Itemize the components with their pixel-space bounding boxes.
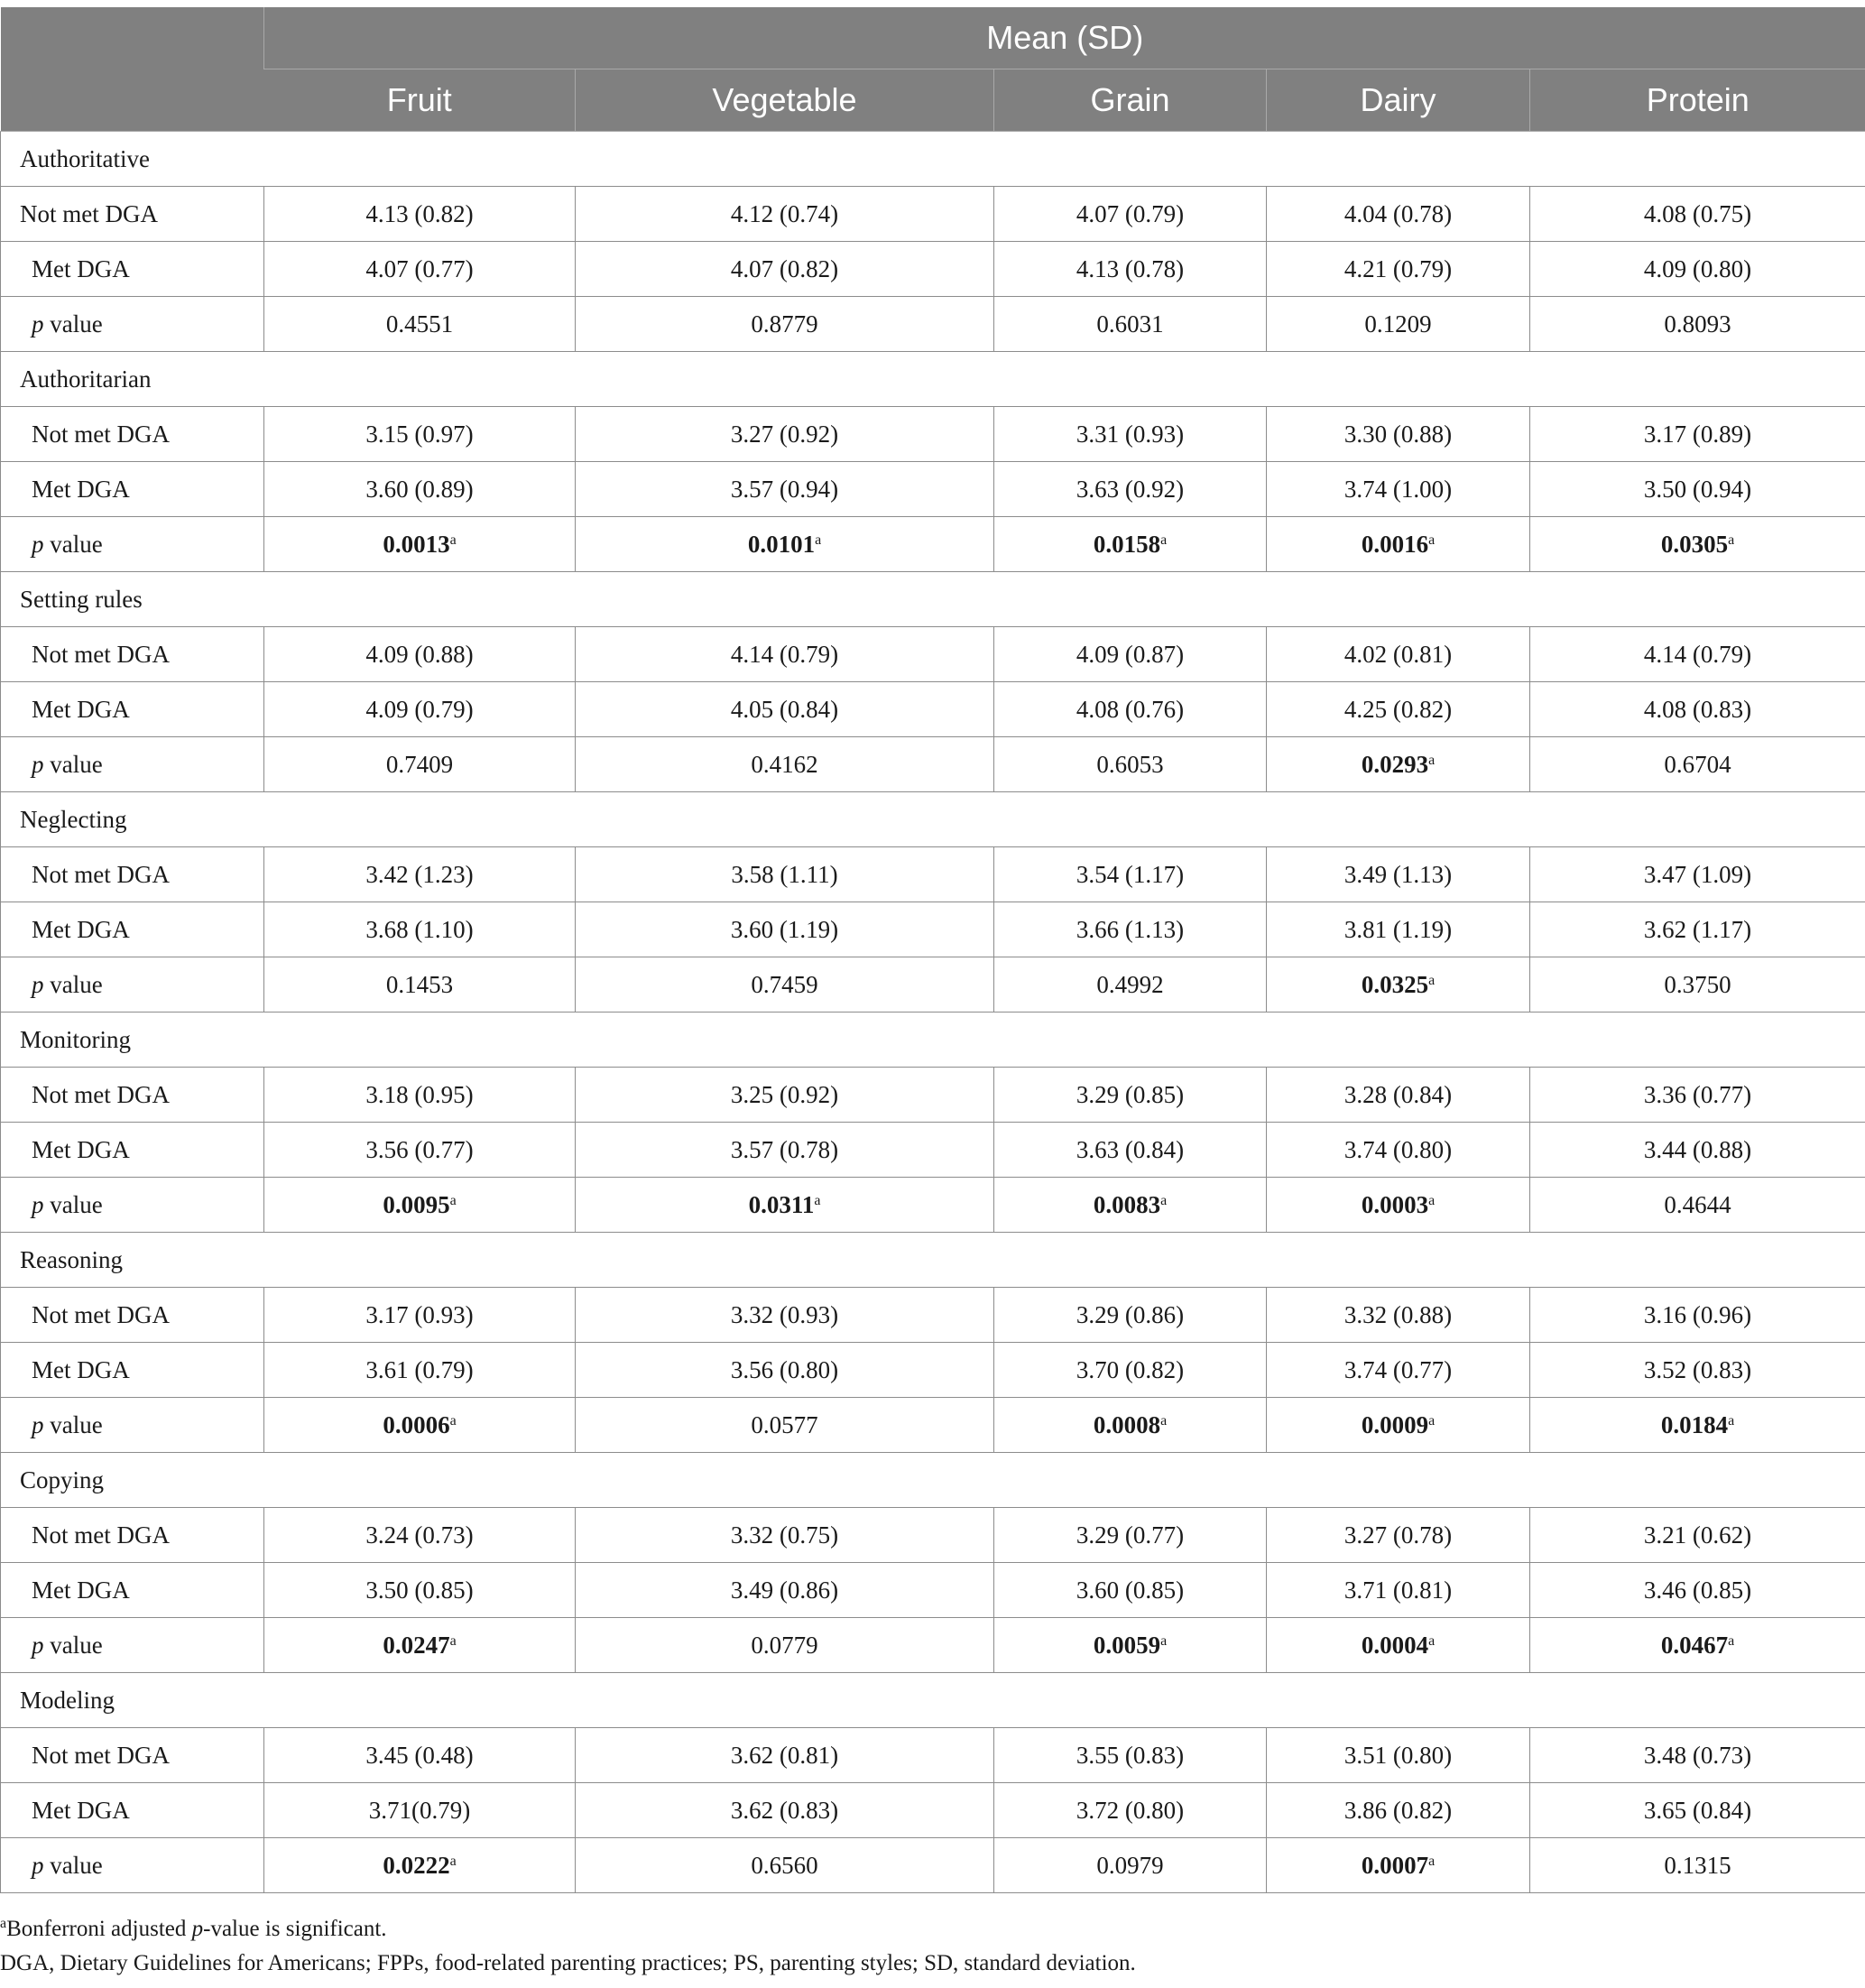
significance-mark: a: [815, 532, 822, 548]
mean-sd-cell: 3.27 (0.92): [576, 407, 994, 462]
mean-sd-cell: 3.57 (0.94): [576, 462, 994, 517]
significance-mark: a: [1428, 1412, 1436, 1429]
p-value: 0.4162: [751, 750, 818, 778]
not-met-row: [1, 1068, 1865, 1123]
p-italic: p: [32, 750, 44, 778]
p-value-cell: [1267, 1178, 1530, 1233]
mean-sd-cell: 4.09 (0.79): [264, 682, 576, 737]
mean-sd-cell: 3.74 (0.77): [1267, 1343, 1530, 1398]
row-label: Not met DGA: [1, 1508, 264, 1563]
row-label-p-value: [1, 1178, 264, 1233]
mean-sd-cell: 4.14 (0.79): [1530, 627, 1865, 682]
mean-sd-cell: 3.29 (0.85): [994, 1068, 1267, 1123]
met-row: [1, 1343, 1865, 1398]
mean-sd-cell: 4.08 (0.76): [994, 682, 1267, 737]
mean-sd-cell: 3.27 (0.78): [1267, 1508, 1530, 1563]
p-italic: p: [32, 970, 44, 998]
group-row: [1, 572, 1865, 627]
p-value: 0.0247: [383, 1631, 450, 1659]
mean-sd-cell: 4.07 (0.79): [994, 187, 1267, 242]
group-label: Copying: [1, 1453, 1865, 1508]
row-label: Met DGA: [1, 1783, 264, 1838]
p-value: 0.0311: [748, 1190, 815, 1218]
p-value-cell: [1530, 957, 1865, 1012]
mean-sd-cell: 3.52 (0.83): [1530, 1343, 1865, 1398]
group-row: [1, 1233, 1865, 1288]
mean-sd-cell: 3.21 (0.62): [1530, 1508, 1865, 1563]
p-value-cell: [1530, 1618, 1865, 1673]
header-dairy: Dairy: [1267, 69, 1530, 132]
p-rest: value: [43, 1410, 103, 1438]
table-container: [0, 7, 1865, 1893]
p-value: 0.0008: [1093, 1410, 1161, 1438]
mean-sd-cell: 3.51 (0.80): [1267, 1728, 1530, 1783]
mean-sd-cell: 3.56 (0.77): [264, 1123, 576, 1178]
p-value-cell: [994, 1178, 1267, 1233]
significance-mark: a: [449, 1632, 457, 1649]
p-value-cell: [576, 1838, 994, 1893]
group-label: Setting rules: [1, 572, 1865, 627]
p-value-cell: [1530, 1178, 1865, 1233]
p-value-cell: [994, 297, 1267, 352]
results-table: [0, 7, 1865, 1893]
row-label: Met DGA: [1, 682, 264, 737]
row-label: Not met DGA: [1, 407, 264, 462]
p-value-cell: [1530, 1838, 1865, 1893]
significance-mark: a: [449, 1192, 457, 1208]
p-value: 0.0293: [1361, 750, 1429, 778]
mean-sd-cell: 3.62 (0.83): [576, 1783, 994, 1838]
mean-sd-cell: 4.07 (0.77): [264, 242, 576, 297]
mean-sd-cell: 4.13 (0.82): [264, 187, 576, 242]
mean-sd-cell: 3.32 (0.75): [576, 1508, 994, 1563]
significance-mark: a: [1428, 972, 1436, 988]
p-value-cell: [1267, 1398, 1530, 1453]
p-value-cell: [994, 1618, 1267, 1673]
met-row: [1, 1783, 1865, 1838]
mean-sd-cell: 3.54 (1.17): [994, 847, 1267, 902]
p-value: 0.3750: [1664, 970, 1731, 998]
not-met-row: [1, 1288, 1865, 1343]
footnote-significance: [0, 1916, 1865, 1943]
p-value-row: [1, 1618, 1865, 1673]
mean-sd-cell: 4.02 (0.81): [1267, 627, 1530, 682]
mean-sd-cell: 3.63 (0.84): [994, 1123, 1267, 1178]
p-value-row: [1, 517, 1865, 572]
row-label-p-value: [1, 1398, 264, 1453]
footnote-post: -value is significant.: [203, 1917, 387, 1941]
mean-sd-cell: 3.74 (0.80): [1267, 1123, 1530, 1178]
p-value-cell: [576, 737, 994, 792]
significance-mark: a: [814, 1192, 821, 1208]
mean-sd-cell: 3.29 (0.86): [994, 1288, 1267, 1343]
mean-sd-cell: 3.32 (0.93): [576, 1288, 994, 1343]
mean-sd-cell: 3.42 (1.23): [264, 847, 576, 902]
p-value: 0.0325: [1361, 970, 1429, 998]
mean-sd-cell: 3.30 (0.88): [1267, 407, 1530, 462]
mean-sd-cell: 4.13 (0.78): [994, 242, 1267, 297]
row-label-p-value: [1, 297, 264, 352]
significance-mark: a: [1728, 532, 1735, 548]
mean-sd-cell: 3.17 (0.93): [264, 1288, 576, 1343]
p-value-cell: [994, 737, 1267, 792]
row-label-p-value: [1, 957, 264, 1012]
p-value-cell: [994, 517, 1267, 572]
group-row: [1, 1673, 1865, 1728]
not-met-row: [1, 407, 1865, 462]
header-vegetable: Vegetable: [576, 69, 994, 132]
mean-sd-cell: 3.62 (0.81): [576, 1728, 994, 1783]
mean-sd-cell: 3.47 (1.09): [1530, 847, 1865, 902]
p-rest: value: [43, 1190, 103, 1218]
p-value-cell: [994, 1838, 1267, 1893]
mean-sd-cell: 3.61 (0.79): [264, 1343, 576, 1398]
mean-sd-cell: 4.14 (0.79): [576, 627, 994, 682]
p-value-cell: [576, 297, 994, 352]
footnote-mark: a: [0, 1916, 7, 1931]
mean-sd-cell: 3.62 (1.17): [1530, 902, 1865, 957]
p-rest: value: [43, 530, 103, 558]
group-label: Neglecting: [1, 792, 1865, 847]
p-value-cell: [994, 1398, 1267, 1453]
p-value-cell: [576, 1398, 994, 1453]
p-value: 0.0577: [751, 1410, 818, 1438]
mean-sd-cell: 3.49 (1.13): [1267, 847, 1530, 902]
significance-mark: a: [449, 1853, 457, 1869]
p-value: 0.1315: [1664, 1851, 1731, 1879]
significance-mark: a: [1428, 1632, 1436, 1649]
mean-sd-cell: 3.45 (0.48): [264, 1728, 576, 1783]
p-value: 0.4992: [1096, 970, 1164, 998]
p-value: 0.0003: [1361, 1190, 1429, 1218]
significance-mark: a: [1160, 1412, 1168, 1429]
row-label: Not met DGA: [1, 1068, 264, 1123]
mean-sd-cell: 3.46 (0.85): [1530, 1563, 1865, 1618]
p-rest: value: [43, 310, 103, 337]
table-body: [1, 132, 1865, 1893]
footnote-abbreviations: DGA, Dietary Guidelines for Americans; FPPs, food-related parenting practices; PS, parenting styles; SD, standard deviation.: [0, 1951, 1136, 1975]
mean-sd-cell: 4.09 (0.87): [994, 627, 1267, 682]
mean-sd-cell: 3.48 (0.73): [1530, 1728, 1865, 1783]
p-value: 0.0222: [383, 1851, 450, 1879]
mean-sd-cell: 3.86 (0.82): [1267, 1783, 1530, 1838]
p-value-cell: [1267, 737, 1530, 792]
mean-sd-cell: 3.31 (0.93): [994, 407, 1267, 462]
mean-sd-cell: 3.65 (0.84): [1530, 1783, 1865, 1838]
significance-mark: a: [1160, 532, 1168, 548]
met-row: [1, 1123, 1865, 1178]
mean-sd-cell: 3.49 (0.86): [576, 1563, 994, 1618]
mean-sd-cell: 3.57 (0.78): [576, 1123, 994, 1178]
group-row: [1, 792, 1865, 847]
p-italic: p: [32, 1190, 44, 1218]
mean-sd-cell: 3.66 (1.13): [994, 902, 1267, 957]
mean-sd-cell: 4.08 (0.75): [1530, 187, 1865, 242]
p-value: 0.0158: [1093, 530, 1161, 558]
row-label: Met DGA: [1, 1123, 264, 1178]
mean-sd-cell: 3.32 (0.88): [1267, 1288, 1530, 1343]
significance-mark: a: [1728, 1412, 1735, 1429]
p-value-cell: [264, 1178, 576, 1233]
row-label: Met DGA: [1, 902, 264, 957]
table-header: [1, 7, 1865, 132]
p-value: 0.0083: [1093, 1190, 1161, 1218]
mean-sd-cell: 3.25 (0.92): [576, 1068, 994, 1123]
p-value: 0.0059: [1093, 1631, 1161, 1659]
mean-sd-cell: 3.71(0.79): [264, 1783, 576, 1838]
not-met-row: [1, 187, 1865, 242]
not-met-row: [1, 1508, 1865, 1563]
p-value-cell: [576, 1178, 994, 1233]
p-italic: p: [32, 1851, 44, 1879]
p-italic: p: [32, 310, 44, 337]
mean-sd-cell: 3.60 (0.89): [264, 462, 576, 517]
p-value-cell: [1530, 517, 1865, 572]
row-label: Met DGA: [1, 1343, 264, 1398]
p-value: 0.4644: [1664, 1190, 1731, 1218]
p-value: 0.0305: [1660, 530, 1729, 558]
not-met-row: [1, 847, 1865, 902]
p-value: 0.6053: [1096, 750, 1164, 778]
p-value-cell: [994, 957, 1267, 1012]
mean-sd-cell: 3.17 (0.89): [1530, 407, 1865, 462]
mean-sd-cell: 3.24 (0.73): [264, 1508, 576, 1563]
p-value: 0.0184: [1660, 1410, 1729, 1438]
mean-sd-cell: 4.04 (0.78): [1267, 187, 1530, 242]
p-rest: value: [43, 1631, 103, 1659]
p-italic: p: [32, 1410, 44, 1438]
significance-mark: a: [1428, 1192, 1436, 1208]
met-row: [1, 682, 1865, 737]
header-corner-cell: [1, 7, 264, 132]
met-row: [1, 1563, 1865, 1618]
group-label: Authoritative: [1, 132, 1865, 187]
group-label: Modeling: [1, 1673, 1865, 1728]
p-value-row: [1, 737, 1865, 792]
p-value-cell: [1267, 957, 1530, 1012]
header-fruit: Fruit: [264, 69, 576, 132]
p-value: 0.7409: [385, 750, 454, 778]
significance-mark: a: [449, 1412, 457, 1429]
p-value: 0.0016: [1361, 530, 1429, 558]
p-value-cell: [1530, 1398, 1865, 1453]
group-label: Reasoning: [1, 1233, 1865, 1288]
row-label: Not met DGA: [1, 627, 264, 682]
significance-mark: a: [1160, 1632, 1168, 1649]
p-value-cell: [576, 1618, 994, 1673]
not-met-row: [1, 627, 1865, 682]
p-value: 0.8779: [751, 310, 818, 337]
group-row: [1, 1012, 1865, 1068]
p-value-row: [1, 1838, 1865, 1893]
p-value: 0.8093: [1664, 310, 1731, 337]
row-label: Not met DGA: [1, 187, 264, 242]
p-value-cell: [1267, 1838, 1530, 1893]
mean-sd-cell: 4.12 (0.74): [576, 187, 994, 242]
mean-sd-cell: 3.81 (1.19): [1267, 902, 1530, 957]
p-italic: p: [32, 530, 44, 558]
mean-sd-cell: 3.72 (0.80): [994, 1783, 1267, 1838]
mean-sd-cell: 3.70 (0.82): [994, 1343, 1267, 1398]
mean-sd-cell: 4.09 (0.88): [264, 627, 576, 682]
significance-mark: a: [1428, 752, 1436, 768]
p-value-row: [1, 957, 1865, 1012]
mean-sd-cell: 3.29 (0.77): [994, 1508, 1267, 1563]
row-label: Not met DGA: [1, 1728, 264, 1783]
row-label-p-value: [1, 1838, 264, 1893]
p-value-cell: [576, 517, 994, 572]
p-rest: value: [43, 1851, 103, 1879]
significance-mark: a: [449, 532, 457, 548]
mean-sd-cell: 3.18 (0.95): [264, 1068, 576, 1123]
mean-sd-cell: 3.55 (0.83): [994, 1728, 1267, 1783]
mean-sd-cell: 4.07 (0.82): [576, 242, 994, 297]
mean-sd-cell: 3.44 (0.88): [1530, 1123, 1865, 1178]
group-row: [1, 132, 1865, 187]
row-label: Not met DGA: [1, 847, 264, 902]
mean-sd-cell: 3.74 (1.00): [1267, 462, 1530, 517]
group-row: [1, 1453, 1865, 1508]
p-value-cell: [264, 1838, 576, 1893]
table-notes: [0, 1916, 1865, 1984]
row-label: Met DGA: [1, 1563, 264, 1618]
row-label: Not met DGA: [1, 1288, 264, 1343]
p-rest: value: [43, 970, 103, 998]
p-value: 0.7459: [751, 970, 818, 998]
p-value: 0.0467: [1660, 1631, 1729, 1659]
met-row: [1, 242, 1865, 297]
mean-sd-cell: 3.36 (0.77): [1530, 1068, 1865, 1123]
p-value: 0.0101: [747, 530, 816, 558]
p-value: 0.6031: [1096, 310, 1164, 337]
p-value: 0.0007: [1361, 1851, 1429, 1879]
mean-sd-cell: 3.71 (0.81): [1267, 1563, 1530, 1618]
mean-sd-cell: 4.21 (0.79): [1267, 242, 1530, 297]
mean-sd-cell: 3.60 (0.85): [994, 1563, 1267, 1618]
p-value-cell: [264, 737, 576, 792]
row-label-p-value: [1, 517, 264, 572]
mean-sd-cell: 4.08 (0.83): [1530, 682, 1865, 737]
p-value-cell: [1267, 517, 1530, 572]
footnote-italic: p: [191, 1917, 204, 1941]
row-label: Met DGA: [1, 462, 264, 517]
mean-sd-cell: 3.50 (0.94): [1530, 462, 1865, 517]
not-met-row: [1, 1728, 1865, 1783]
group-label: Monitoring: [1, 1012, 1865, 1068]
p-value-cell: [264, 1618, 576, 1673]
mean-sd-cell: 3.16 (0.96): [1530, 1288, 1865, 1343]
header-grain: Grain: [994, 69, 1267, 132]
p-value: 0.0009: [1361, 1410, 1429, 1438]
mean-sd-cell: 3.15 (0.97): [264, 407, 576, 462]
row-label-p-value: [1, 1618, 264, 1673]
p-value-cell: [1267, 1618, 1530, 1673]
row-label: Met DGA: [1, 242, 264, 297]
p-value-cell: [264, 1398, 576, 1453]
mean-sd-cell: 4.09 (0.80): [1530, 242, 1865, 297]
p-value: 0.0095: [383, 1190, 450, 1218]
p-value: 0.0006: [383, 1410, 450, 1438]
p-rest: value: [43, 750, 103, 778]
p-value: 0.6704: [1664, 750, 1731, 778]
mean-sd-cell: 3.56 (0.80): [576, 1343, 994, 1398]
p-value: 0.6560: [751, 1851, 818, 1879]
mean-sd-cell: 3.60 (1.19): [576, 902, 994, 957]
footnote-pre: Bonferroni adjusted: [6, 1917, 192, 1941]
significance-mark: a: [1160, 1192, 1168, 1208]
significance-mark: a: [1428, 532, 1436, 548]
p-value: 0.4551: [385, 310, 454, 337]
p-value: 0.0779: [751, 1631, 818, 1659]
p-value-cell: [1530, 297, 1865, 352]
p-value-cell: [264, 957, 576, 1012]
mean-sd-cell: 3.63 (0.92): [994, 462, 1267, 517]
mean-sd-cell: 3.28 (0.84): [1267, 1068, 1530, 1123]
p-value-cell: [1530, 737, 1865, 792]
p-value: 0.1209: [1364, 310, 1432, 337]
met-row: [1, 462, 1865, 517]
significance-mark: a: [1728, 1632, 1735, 1649]
p-value-row: [1, 297, 1865, 352]
p-value-row: [1, 1398, 1865, 1453]
mean-sd-cell: 3.58 (1.11): [576, 847, 994, 902]
mean-sd-cell: 3.50 (0.85): [264, 1563, 576, 1618]
group-row: [1, 352, 1865, 407]
mean-sd-cell: 3.68 (1.10): [264, 902, 576, 957]
p-value: 0.0013: [383, 530, 450, 558]
row-label-p-value: [1, 737, 264, 792]
p-value: 0.1453: [385, 970, 454, 998]
p-value-cell: [264, 517, 576, 572]
mean-sd-cell: 4.25 (0.82): [1267, 682, 1530, 737]
group-label: Authoritarian: [1, 352, 1865, 407]
header-group-label: Mean (SD): [264, 7, 1865, 69]
p-value-row: [1, 1178, 1865, 1233]
p-italic: p: [32, 1631, 44, 1659]
met-row: [1, 902, 1865, 957]
p-value-cell: [264, 297, 576, 352]
header-protein: Protein: [1530, 69, 1865, 132]
p-value-cell: [1267, 297, 1530, 352]
mean-sd-cell: 4.05 (0.84): [576, 682, 994, 737]
p-value-cell: [576, 957, 994, 1012]
significance-mark: a: [1428, 1853, 1436, 1869]
p-value: 0.0004: [1361, 1631, 1429, 1659]
p-value: 0.0979: [1096, 1851, 1164, 1879]
